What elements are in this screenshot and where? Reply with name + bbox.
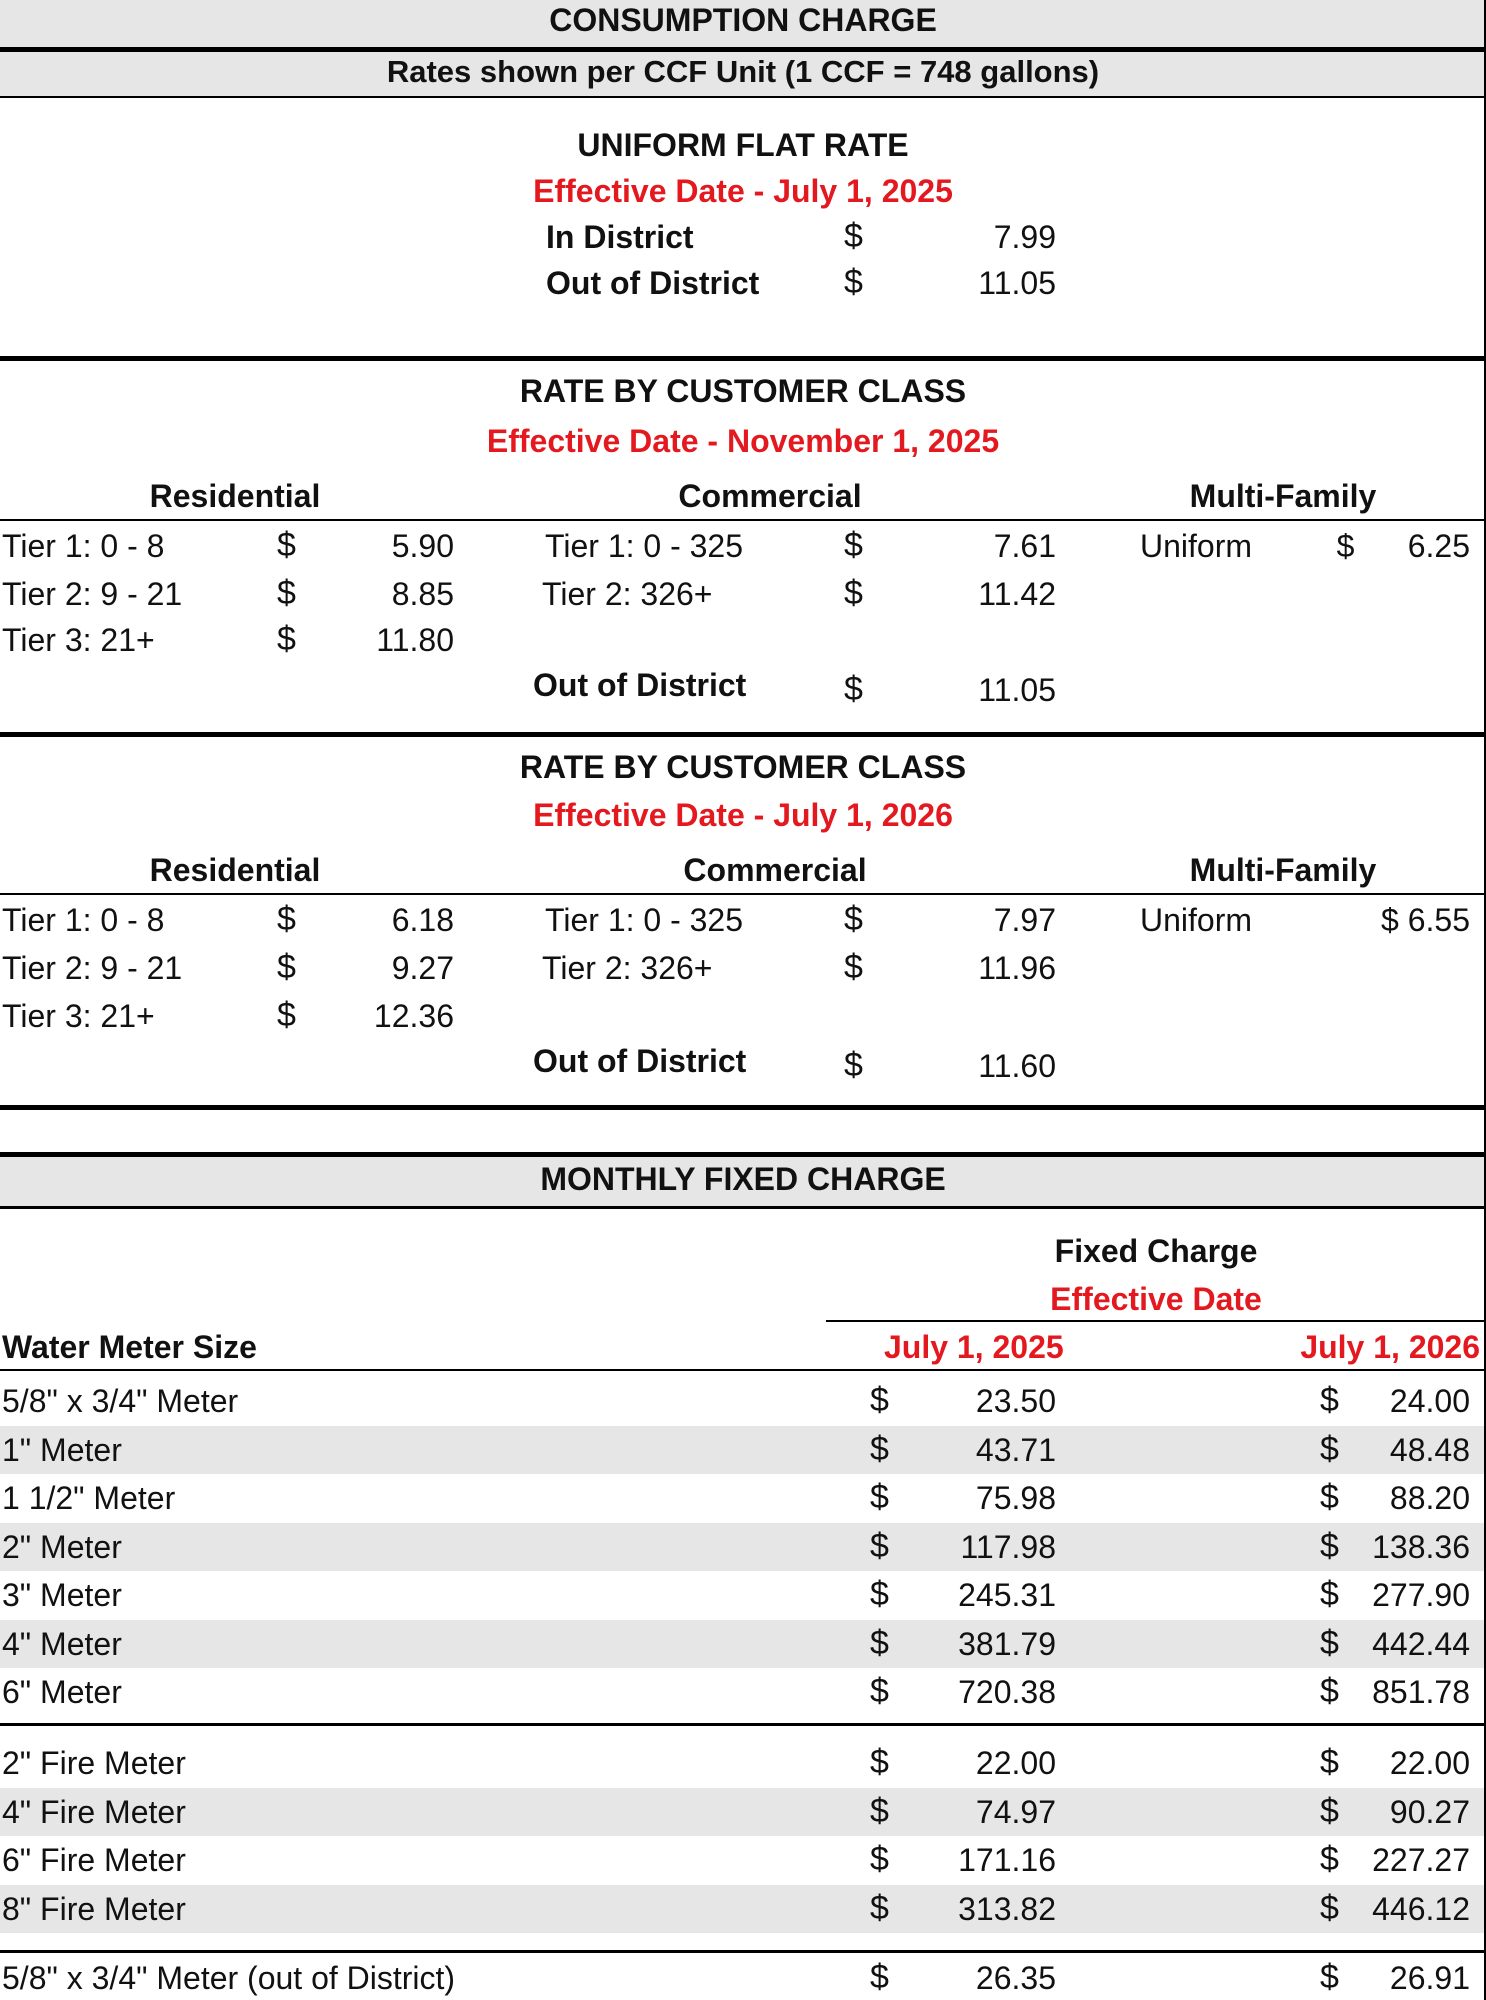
charge-july-2026: 442.44 (1372, 1626, 1470, 1662)
currency-symbol: $ (870, 1672, 889, 1710)
currency-symbol: $ (844, 574, 863, 612)
commercial-tier: Tier 1: 0 - 325 (545, 902, 744, 938)
meter-size: 1 1/2" Meter (2, 1480, 176, 1516)
charge-july-2025: 23.50 (975, 1383, 1056, 1419)
row-shading (0, 1620, 1486, 1668)
charge-july-2025: 245.31 (958, 1577, 1056, 1613)
charge-july-2025: 75.98 (975, 1480, 1056, 1516)
out-of-district-label: Out of District (533, 1043, 747, 1079)
currency-symbol: $ (277, 620, 296, 658)
charge-july-2025: 22.00 (975, 1745, 1056, 1781)
class-rate-title: RATE BY CUSTOMER CLASS (519, 749, 967, 785)
currency-symbol: $ (870, 1430, 889, 1468)
charge-july-2025: 720.38 (958, 1674, 1056, 1710)
residential-tier: Tier 1: 0 - 8 (2, 902, 165, 938)
commercial-rate: 7.61 (993, 528, 1056, 564)
currency-symbol: $ (277, 574, 296, 612)
residential-tier: Tier 3: 21+ (2, 622, 155, 658)
charge-july-2026: 24.00 (1389, 1383, 1470, 1419)
currency-symbol: $ (870, 1792, 889, 1830)
currency-symbol: $ (1320, 1430, 1339, 1468)
divider (826, 1320, 1486, 1322)
meter-size: 4" Meter (2, 1626, 122, 1662)
flat-rate-label: In District (546, 219, 694, 255)
charge-july-2026: 48.48 (1389, 1432, 1470, 1468)
flat-rate-value: 7.99 (993, 219, 1056, 255)
multifamily-rate: $ 6.55 (1381, 902, 1470, 938)
residential-tier: Tier 1: 0 - 8 (2, 528, 165, 564)
currency-symbol: $ (870, 1889, 889, 1927)
currency-symbol: $ (844, 900, 863, 938)
currency-symbol: $ (844, 670, 863, 708)
residential-tier: Tier 2: 9 - 21 (2, 950, 183, 986)
fixed-charge-header: MONTHLY FIXED CHARGE (540, 1161, 946, 1197)
row-shading (0, 1885, 1486, 1933)
charge-july-2026: 26.91 (1389, 1960, 1470, 1996)
charge-july-2026: 227.27 (1372, 1842, 1470, 1878)
charge-july-2026: 277.90 (1372, 1577, 1470, 1613)
currency-symbol: $ (844, 263, 863, 301)
residential-rate: 6.18 (391, 902, 454, 938)
meter-size: 5/8" x 3/4" Meter (2, 1383, 239, 1419)
column-header-meter-size: Water Meter Size (2, 1329, 257, 1365)
currency-symbol: $ (870, 1840, 889, 1878)
currency-symbol: $ (1320, 1624, 1339, 1662)
flat-rate-effective-date: Effective Date - July 1, 2025 (533, 173, 953, 209)
currency-symbol: $ (277, 526, 296, 564)
out-of-district-rate: 11.60 (978, 1048, 1056, 1084)
class-rate-effective-date: Effective Date - November 1, 2025 (486, 423, 1000, 459)
currency-symbol: $ (1320, 1381, 1339, 1419)
currency-symbol: $ (277, 900, 296, 938)
commercial-tier: Tier 2: 326+ (542, 950, 713, 986)
commercial-tier: Tier 1: 0 - 325 (545, 528, 744, 564)
commercial-rate: 11.96 (978, 950, 1056, 986)
commercial-heading: Commercial (678, 478, 862, 514)
flat-rate-title: UNIFORM FLAT RATE (577, 127, 909, 163)
currency-symbol: $ (844, 217, 863, 255)
column-header-july-2026: July 1, 2026 (1300, 1329, 1480, 1365)
flat-rate-label: Out of District (546, 265, 760, 301)
currency-symbol: $ (1320, 1840, 1339, 1878)
currency-symbol: $ (1320, 1672, 1339, 1710)
charge-july-2025: 26.35 (975, 1960, 1056, 1996)
meter-size: 8" Fire Meter (2, 1891, 186, 1927)
currency-symbol: $ (870, 1624, 889, 1662)
residential-rate: 9.27 (391, 950, 454, 986)
row-shading (0, 1788, 1486, 1836)
divider (0, 893, 1486, 895)
currency-symbol: $ (1320, 1743, 1339, 1781)
column-header-july-2025: July 1, 2025 (884, 1329, 1064, 1365)
currency-symbol: $ (277, 996, 296, 1034)
out-of-district-rate: 11.05 (978, 672, 1056, 708)
currency-symbol: $ (870, 1527, 889, 1565)
currency-symbol: $ (844, 1046, 863, 1084)
charge-july-2025: 381.79 (958, 1626, 1056, 1662)
residential-heading: Residential (149, 478, 321, 514)
multifamily-label: Uniform (1140, 528, 1253, 564)
row-shading (0, 1426, 1486, 1474)
meter-size: 5/8" x 3/4" Meter (out of District) (2, 1960, 456, 1996)
charge-july-2026: 138.36 (1372, 1529, 1470, 1565)
class-rate-effective-date: Effective Date - July 1, 2026 (533, 797, 953, 833)
divider (0, 1105, 1486, 1110)
currency-symbol: $ (1320, 1478, 1339, 1516)
flat-rate-value: 11.05 (978, 265, 1056, 301)
charge-july-2025: 313.82 (958, 1891, 1056, 1927)
currency-symbol: $ (844, 948, 863, 986)
charge-july-2026: 851.78 (1372, 1674, 1470, 1710)
divider (0, 1206, 1486, 1209)
commercial-heading: Commercial (683, 852, 867, 888)
residential-heading: Residential (149, 852, 321, 888)
meter-size: 2" Meter (2, 1529, 122, 1565)
out-of-district-label: Out of District (533, 667, 747, 703)
effective-date-label: Effective Date (1050, 1281, 1262, 1317)
meter-size: 4" Fire Meter (2, 1794, 186, 1830)
currency-symbol: $ (1320, 1575, 1339, 1613)
currency-symbol: $ (277, 948, 296, 986)
meter-size: 1" Meter (2, 1432, 122, 1468)
charge-july-2025: 117.98 (960, 1529, 1056, 1565)
currency-symbol: $ (844, 526, 863, 564)
charge-july-2026: 446.12 (1372, 1891, 1470, 1927)
fixed-charge-label: Fixed Charge (1054, 1233, 1258, 1269)
currency-symbol: $ (1320, 1527, 1339, 1565)
residential-tier: Tier 3: 21+ (2, 998, 155, 1034)
divider (0, 732, 1486, 737)
class-rate-title: RATE BY CUSTOMER CLASS (519, 373, 967, 409)
currency-symbol: $ (870, 1575, 889, 1613)
row-shading (0, 1523, 1486, 1571)
commercial-rate: 11.42 (978, 576, 1056, 612)
charge-july-2025: 74.97 (975, 1794, 1056, 1830)
divider (0, 1723, 1486, 1726)
currency-symbol: $ (1320, 1792, 1339, 1830)
units-subheader: Rates shown per CCF Unit (1 CCF = 748 gallons) (386, 54, 1100, 89)
currency-symbol: $ (870, 1381, 889, 1419)
multifamily-heading: Multi-Family (1189, 852, 1377, 888)
commercial-rate: 7.97 (993, 902, 1056, 938)
divider (0, 1950, 1486, 1953)
meter-size: 3" Meter (2, 1577, 122, 1613)
divider (0, 356, 1486, 361)
residential-tier: Tier 2: 9 - 21 (2, 576, 183, 612)
residential-rate: 5.90 (391, 528, 454, 564)
currency-symbol: $ (870, 1478, 889, 1516)
charge-july-2026: 90.27 (1389, 1794, 1470, 1830)
residential-rate: 11.80 (376, 622, 454, 658)
currency-symbol: $ (870, 1743, 889, 1781)
charge-july-2025: 43.71 (975, 1432, 1056, 1468)
multifamily-rate: $ 6.25 (1336, 528, 1470, 564)
currency-symbol: $ (1320, 1889, 1339, 1927)
residential-rate: 8.85 (391, 576, 454, 612)
meter-size: 6" Fire Meter (2, 1842, 186, 1878)
commercial-tier: Tier 2: 326+ (542, 576, 713, 612)
charge-july-2025: 171.16 (958, 1842, 1056, 1878)
charge-july-2026: 88.20 (1389, 1480, 1470, 1516)
currency-symbol: $ (1320, 1958, 1339, 1996)
divider (0, 519, 1486, 521)
meter-size: 6" Meter (2, 1674, 122, 1710)
meter-size: 2" Fire Meter (2, 1745, 186, 1781)
residential-rate: 12.36 (373, 998, 454, 1034)
currency-symbol: $ (870, 1958, 889, 1996)
divider (0, 1369, 1486, 1371)
divider (0, 96, 1486, 98)
multifamily-label: Uniform (1140, 902, 1253, 938)
consumption-header: CONSUMPTION CHARGE (549, 2, 937, 38)
charge-july-2026: 22.00 (1389, 1745, 1470, 1781)
multifamily-heading: Multi-Family (1189, 478, 1377, 514)
